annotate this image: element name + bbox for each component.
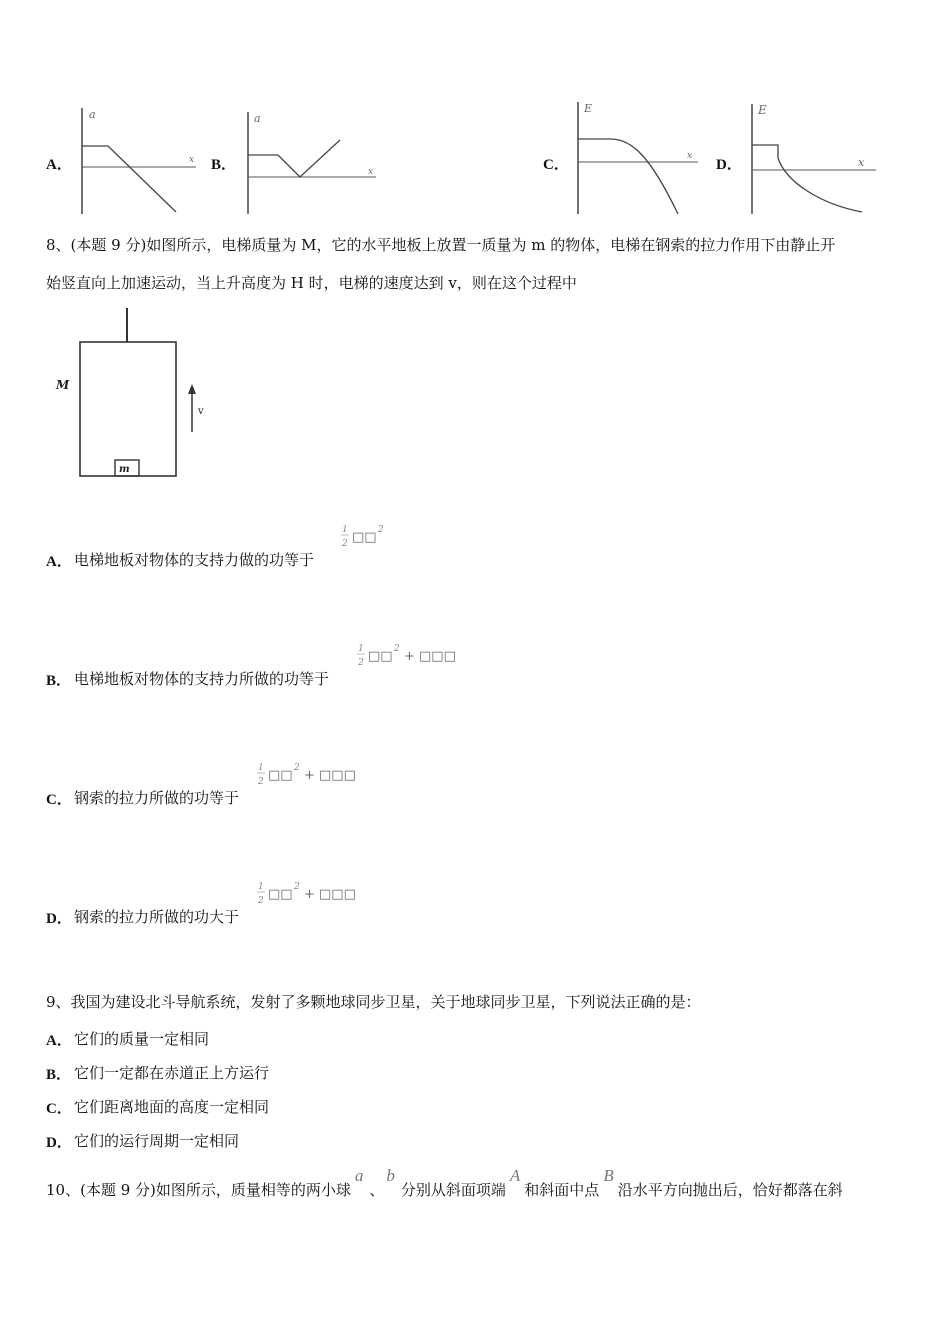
- q8-stem-line1: 8、(本题 9 分)如图所示，电梯质量为 M，它的水平地板上放置一质量为 m 的物体，电梯在钢索的拉力作用下由静止开: [46, 236, 836, 254]
- q9-option-b-letter: B．: [46, 1067, 72, 1083]
- q8-option-d-text: 钢索的拉力所做的功大于: [74, 908, 240, 926]
- svg-text:+ □□□: + □□□: [304, 768, 356, 783]
- q7-graph-b-ylabel: a: [254, 112, 261, 125]
- q9-option-d-letter: D．: [46, 1135, 72, 1151]
- q7-option-c-label[interactable]: C．: [543, 157, 569, 173]
- svg-text:2: 2: [294, 882, 300, 892]
- q10-part2: 分别从斜面项端: [400, 1181, 506, 1199]
- q9-option-a-letter: A．: [46, 1033, 72, 1049]
- q8-option-d-formula: [256, 879, 376, 909]
- q10-var-b: b: [386, 1166, 395, 1185]
- q7-option-a-label[interactable]: A．: [46, 157, 72, 173]
- q10-sep: 、: [369, 1181, 385, 1199]
- q9-option-c-text: 它们距离地面的高度一定相同: [74, 1098, 270, 1116]
- q8-option-c-formula: [256, 760, 376, 790]
- q9-option-a-text: 它们的质量一定相同: [74, 1030, 210, 1048]
- q10-stem: [46, 1164, 843, 1200]
- q7-graph-d-xlabel: x: [858, 156, 865, 169]
- svg-text:1: 1: [342, 525, 348, 535]
- q7-option-b-label[interactable]: B．: [211, 157, 237, 173]
- svg-text:2: 2: [258, 896, 264, 906]
- q8-stem-line2: 始竖直向上加速运动，当上升高度为 H 时，电梯的速度达到 v，则在这个过程中: [46, 274, 577, 292]
- q8-option-d-letter: D．: [46, 911, 72, 927]
- q9-option-b-text: 它们一定都在赤道正上方运行: [74, 1064, 270, 1082]
- q8-option-a-letter: A．: [46, 554, 72, 570]
- q8-option-b-text: 电梯地板对物体的支持力所做的功等于: [74, 670, 330, 688]
- q8-option-c-letter: C．: [46, 792, 72, 808]
- q8-elevator-figure: [50, 306, 220, 482]
- q8-option-b-letter: B．: [46, 673, 72, 689]
- q7-option-d-label[interactable]: D．: [716, 157, 742, 173]
- q9-option-c-letter: C．: [46, 1101, 72, 1117]
- svg-text:1: 1: [258, 882, 264, 892]
- svg-text:1: 1: [358, 644, 364, 654]
- q8-option-b-formula: [356, 641, 476, 671]
- svg-text:2: 2: [294, 763, 300, 773]
- svg-text:2: 2: [394, 644, 400, 654]
- q7-graph-b-xlabel: x: [368, 167, 374, 177]
- q8-elevator-label: M: [56, 378, 70, 392]
- svg-text:□□: □□: [352, 530, 377, 545]
- svg-text:2: 2: [342, 539, 348, 549]
- q7-graph-c-xlabel: x: [687, 151, 693, 161]
- svg-text:1: 1: [258, 763, 264, 773]
- q8-option-a-formula: [340, 522, 410, 552]
- q7-graph-c: [566, 98, 701, 216]
- q7-graph-d: [740, 100, 880, 216]
- q7-graph-a-ylabel: a: [89, 108, 96, 121]
- q10-part1: 10、(本题 9 分)如图所示，质量相等的两小球: [46, 1181, 351, 1199]
- q9-stem: 9、我国为建设北斗导航系统，发射了多颗地球同步卫星，关于地球同步卫星，下列说法正确的是：: [46, 993, 701, 1011]
- svg-text:□□: □□: [268, 887, 293, 902]
- q10-part4: 沿水平方向抛出后，恰好都落在斜: [617, 1181, 843, 1199]
- q10-var-A: A: [509, 1166, 521, 1185]
- svg-text:□□: □□: [268, 768, 293, 783]
- q10-part3: 和斜面中点: [524, 1181, 600, 1199]
- svg-text:2: 2: [258, 777, 264, 787]
- q8-box-label: m: [119, 464, 130, 475]
- q7-graph-c-ylabel: E: [584, 102, 593, 115]
- q8-option-c-text: 钢索的拉力所做的功等于: [74, 789, 240, 807]
- q7-graph-d-ylabel: E: [758, 103, 767, 117]
- svg-text:2: 2: [378, 525, 384, 535]
- svg-text:+ □□□: + □□□: [304, 887, 356, 902]
- q10-var-B: B: [603, 1166, 614, 1185]
- q7-graph-a: [68, 104, 198, 216]
- q7-graph-a-xlabel: x: [189, 155, 195, 165]
- svg-text:□□: □□: [368, 649, 393, 664]
- q8-velocity-label: v: [198, 406, 204, 417]
- svg-text:2: 2: [358, 658, 364, 668]
- q8-option-a-text: 电梯地板对物体的支持力做的功等于: [74, 551, 315, 569]
- q9-option-d-text: 它们的运行周期一定相同: [74, 1132, 240, 1150]
- svg-text:+ □□□: + □□□: [404, 649, 456, 664]
- q7-graph-b: [234, 108, 384, 216]
- q10-var-a: a: [354, 1166, 364, 1185]
